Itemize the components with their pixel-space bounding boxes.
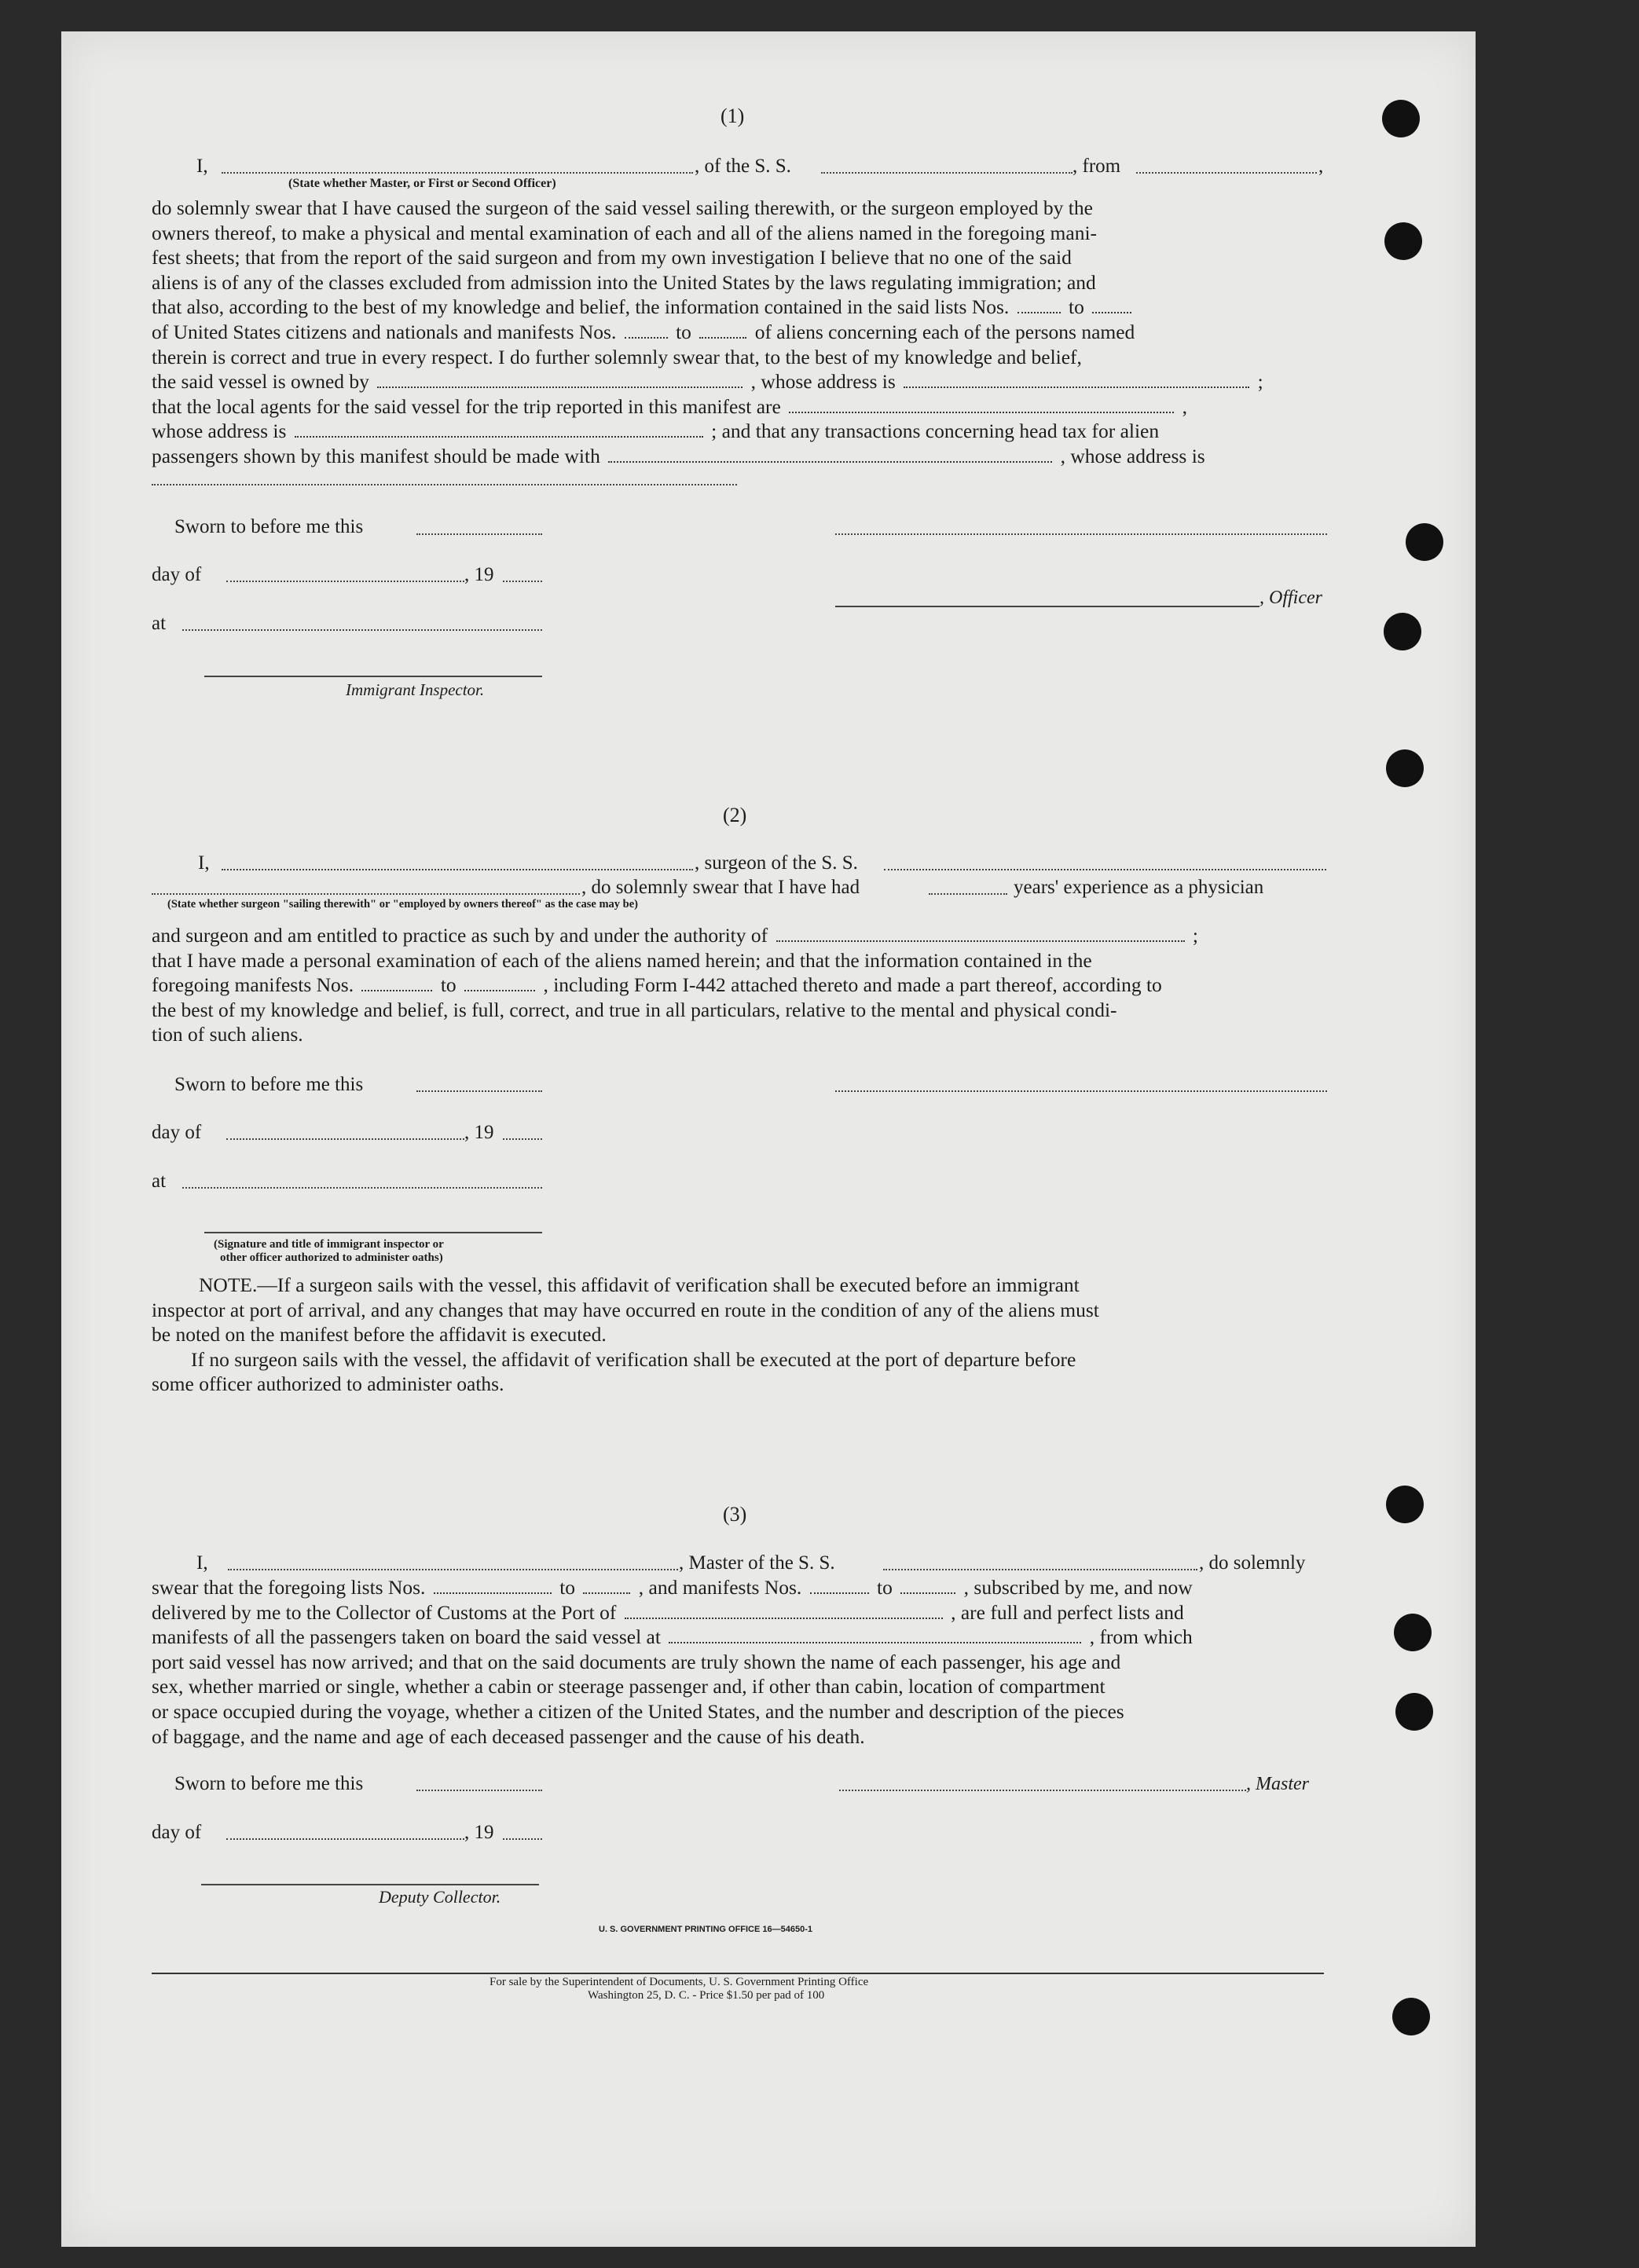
section-1-line-1: [196, 154, 208, 179]
para-line: of baggage, and the name and age of each deceased passenger and the cause of his death.: [152, 1724, 865, 1748]
punch-hole: [1395, 1693, 1433, 1731]
footer-rule: [152, 1973, 1324, 1974]
para-line: some officer authorized to administer oaths.: [152, 1372, 504, 1396]
master-vessel-field[interactable]: [883, 1569, 1197, 1570]
para-line: swear that the foregoing lists Nos. to , and manifests Nos. to , subscribed by me, and now: [152, 1576, 1193, 1599]
master-name-field-3[interactable]: [228, 1569, 678, 1570]
surgeon-of-ss: , surgeon of the S. S.: [695, 852, 858, 874]
year-field-3[interactable]: [503, 1838, 542, 1840]
punch-hole: [1382, 100, 1420, 137]
para-line: inspector at port of arrival, and any changes that may have occurred en route in the condition of any of the aliens must: [152, 1298, 1099, 1321]
para-line: that I have made a personal examination of each of the aliens named herein; and that the information contained in the: [152, 948, 1092, 972]
day-of-month-field-2[interactable]: [226, 1138, 464, 1140]
sworn-day-field-2[interactable]: [416, 1090, 542, 1092]
section-2-paragraph: [152, 923, 1328, 1047]
sworn-day-field-3[interactable]: [416, 1790, 542, 1791]
inspector-label: Immigrant Inspector.: [346, 680, 485, 699]
para-line: the said vessel is owned by , whose address is ;: [152, 370, 1263, 394]
surgeon-status-field[interactable]: [152, 893, 580, 895]
local-agents-field[interactable]: [789, 411, 1174, 413]
years-physician: years' experience as a physician: [1014, 877, 1264, 898]
vessel-name-field[interactable]: [821, 172, 1072, 174]
para-line: of United States citizens and nationals and manifests Nos. to of aliens concerning each of the persons named: [152, 320, 1135, 343]
section-3-paragraph: [152, 1575, 1328, 1749]
punch-hole: [1384, 613, 1421, 650]
owner-address-field[interactable]: [904, 386, 1249, 388]
surgeon-name-field[interactable]: [222, 869, 693, 870]
para-line: port said vessel has now arrived; and that on the said documents are truly shown the name of each passenger, his age and: [152, 1650, 1121, 1673]
day-of-label-2: day of: [152, 1122, 202, 1143]
day-of-month-field[interactable]: [226, 581, 464, 582]
authority-field[interactable]: [776, 940, 1185, 942]
section-1-of-ss: , of the S. S.: [695, 156, 791, 177]
customs-port-field[interactable]: [625, 1617, 943, 1619]
para-line: or space occupied during the voyage, whether a citizen of the United States, and the number and description of the pieces: [152, 1699, 1124, 1723]
head-tax-address-field[interactable]: [152, 484, 737, 485]
at-place-field-2[interactable]: [182, 1187, 542, 1189]
para-line: the best of my knowledge and belief, is full, correct, and true in all particulars, relative to the mental and physical condi-: [152, 998, 1117, 1021]
para-line: tion of such aliens.: [152, 1023, 303, 1046]
punch-hole: [1392, 1998, 1430, 2035]
year-label-3: , 19: [464, 1822, 494, 1843]
para-line: delivered by me to the Collector of Customs at the Port of , are full and perfect lists and: [152, 1600, 1184, 1624]
section-3-number: (3): [723, 1503, 747, 1526]
para-line: aliens is of any of the classes excluded from admission into the United States by the laws regulating immigration; and: [152, 270, 1096, 294]
punch-hole: [1384, 222, 1422, 260]
sworn-label-2: Sworn to before me this: [174, 1074, 364, 1095]
caption-2a: (Signature and title of immigrant inspector or: [214, 1238, 444, 1251]
day-of-label: day of: [152, 564, 202, 585]
punch-hole: [1406, 523, 1443, 561]
head-tax-party-field[interactable]: [608, 460, 1052, 463]
master-manifests-to-field[interactable]: [900, 1592, 955, 1594]
para-line: manifests of all the passengers taken on board the said vessel at , from which: [152, 1625, 1193, 1649]
punch-hole: [1394, 1614, 1432, 1651]
officer-label: , Officer: [1260, 588, 1322, 608]
section-1-paragraph: [152, 196, 1328, 469]
para-line: do solemnly swear that I have caused the surgeon of the said vessel sailing therewith, or the surgeon employed by the: [152, 196, 1093, 219]
at-place-field[interactable]: [182, 629, 542, 631]
caption-2b: other officer authorized to administer oaths): [220, 1251, 443, 1264]
master-lists-to-field[interactable]: [583, 1592, 630, 1594]
manifests-to-field[interactable]: [699, 336, 746, 339]
collector-label: Deputy Collector.: [379, 1887, 501, 1907]
agents-address-field[interactable]: [295, 435, 703, 438]
master-label: , Master: [1246, 1774, 1309, 1794]
master-manifests-from-field[interactable]: [810, 1592, 869, 1594]
section-1-number: (1): [720, 104, 745, 127]
surgeon-swear: , do solemnly swear that I have had: [581, 877, 860, 898]
sale-line-1: For sale by the Superintendent of Documents, U. S. Government Printing Office: [490, 1976, 869, 1988]
officer-signature-line-2[interactable]: [204, 1232, 542, 1233]
year-field-2[interactable]: [503, 1138, 542, 1140]
manifests-from-field[interactable]: [625, 336, 668, 339]
years-experience-field[interactable]: [929, 893, 1007, 895]
para-line: fest sheets; that from the report of the said surgeon and from my own investigation I believe that no one of the said: [152, 246, 1072, 269]
at-label-2: at: [152, 1171, 167, 1192]
para-line: be noted on the manifest before the affidavit is executed.: [152, 1323, 607, 1347]
surgeon-vessel-field[interactable]: [884, 869, 1326, 870]
section-1-caption: (State whether Master, or First or Second Officer): [288, 177, 556, 190]
para-line: and surgeon and am entitled to practice as such by and under the authority of ;: [152, 924, 1198, 947]
surgeon-manifests-from-field[interactable]: [361, 989, 432, 991]
master-of-ss: , Master of the S. S.: [679, 1552, 835, 1574]
section-1-end: ,: [1318, 156, 1324, 177]
para-line: whose address is ; and that any transactions concerning head tax for alien: [152, 420, 1160, 443]
at-label: at: [152, 613, 167, 634]
sworn-label: Sworn to before me this: [174, 516, 364, 537]
note-paragraph: [152, 1273, 1328, 1397]
section-3-i: I,: [196, 1552, 208, 1574]
section-2-caption: (State whether surgeon "sailing therewith" or "employed by owners thereof" as the case may be): [167, 898, 638, 910]
do-solemnly: , do solemnly: [1199, 1552, 1306, 1574]
officer-signature-field[interactable]: [835, 533, 1327, 535]
sale-line-2: Washington 25, D. C. - Price $1.50 per pad of 100: [588, 1989, 825, 2002]
sworn-day-field[interactable]: [416, 533, 542, 535]
inspector-signature-line[interactable]: [204, 676, 542, 677]
embark-port-field[interactable]: [669, 1641, 1081, 1643]
surgeon-signature-field[interactable]: [835, 1090, 1327, 1092]
para-line: NOTE.—If a surgeon sails with the vessel, this affidavit of verification shall be executed before an immigrant: [199, 1273, 1080, 1296]
day-of-label-3: day of: [152, 1822, 202, 1843]
year-label: , 19: [464, 564, 494, 585]
lists-from-field[interactable]: [1018, 311, 1061, 313]
master-signature-field[interactable]: [839, 1790, 1246, 1791]
section-1-i: I,: [196, 156, 208, 177]
owner-field[interactable]: [377, 386, 742, 388]
sworn-label-3: Sworn to before me this: [174, 1773, 364, 1794]
para-line: sex, whether married or single, whether a cabin or steerage passenger and, if other than cabin, location of compartment: [152, 1675, 1106, 1698]
section-1-from: , from: [1072, 156, 1121, 177]
section-2-i: I,: [198, 852, 210, 874]
punch-hole: [1386, 1486, 1424, 1523]
gpo-imprint: U. S. GOVERNMENT PRINTING OFFICE 16—54650-1: [599, 1925, 813, 1934]
year-field[interactable]: [503, 581, 542, 582]
para-line: that also, according to the best of my knowledge and belief, the information contained in the said lists Nos. to: [152, 295, 1328, 320]
officer-line: [835, 606, 1260, 607]
lists-to-field[interactable]: [1092, 311, 1131, 313]
para-line: that the local agents for the said vessel for the trip reported in this manifest are ,: [152, 394, 1187, 418]
para-line: passengers shown by this manifest should be made with , whose address is: [152, 444, 1205, 467]
punch-hole: [1386, 749, 1424, 787]
para-line: If no surgeon sails with the vessel, the affidavit of verification shall be executed at the port of departure before: [191, 1347, 1076, 1371]
para-line: foregoing manifests Nos. to , including Form I-442 attached thereto and made a part thereof, according to: [152, 973, 1162, 997]
collector-signature-line[interactable]: [201, 1884, 539, 1885]
from-port-field[interactable]: [1136, 172, 1317, 174]
para-line: therein is correct and true in every respect. I do further solemnly swear that, to the best of my knowledge and belief,: [152, 345, 1082, 368]
para-line: owners thereof, to make a physical and mental examination of each and all of the aliens named in the foregoing mani-: [152, 221, 1098, 244]
year-label-2: , 19: [464, 1122, 494, 1143]
master-name-field[interactable]: [222, 172, 693, 174]
day-of-month-field-3[interactable]: [226, 1838, 464, 1840]
master-lists-from-field[interactable]: [434, 1592, 552, 1594]
section-2-number: (2): [723, 804, 747, 826]
surgeon-manifests-to-field[interactable]: [464, 989, 535, 991]
